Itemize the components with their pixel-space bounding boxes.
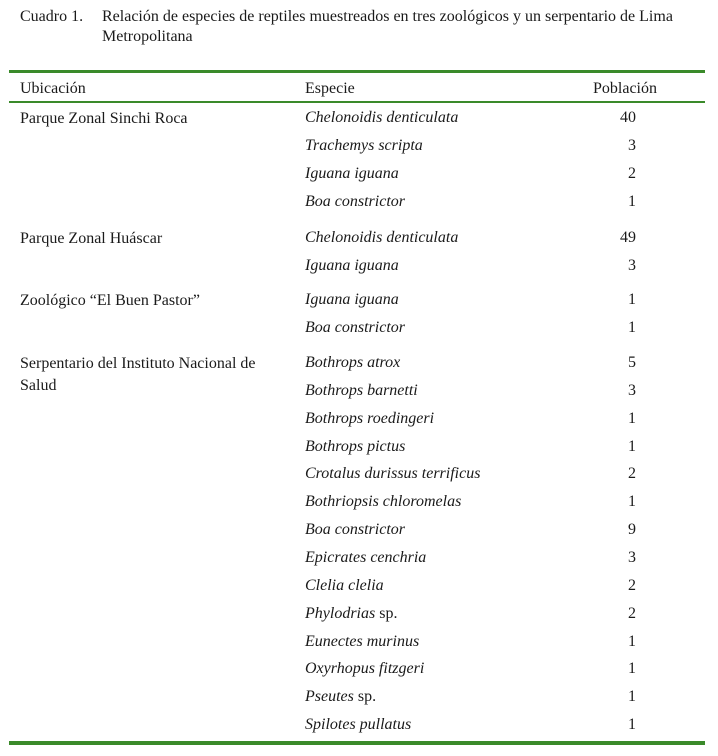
species-name: Boa constrictor — [305, 318, 405, 336]
population-cell: 3 — [628, 381, 636, 399]
population-cell: 3 — [628, 136, 636, 154]
species-name: Boa constrictor — [305, 192, 405, 210]
population-cell: 1 — [628, 318, 636, 336]
species-cell — [305, 577, 575, 595]
population-cell: 1 — [628, 291, 636, 308]
caption-text: Relación de especies de reptiles muestreados en tres zoológicos y un serpentario de Lima Metropolitana — [102, 8, 673, 45]
population-cell: 1 — [628, 409, 636, 427]
species-cell — [305, 165, 575, 183]
species-cell — [305, 193, 575, 211]
population-cell: 2 — [628, 604, 636, 622]
species-cell — [305, 319, 575, 337]
species-name: Bothrops pictus — [305, 437, 406, 455]
population-cell: 2 — [628, 576, 636, 594]
location-cell: Serpentario del Instituto Nacional de Salud — [20, 355, 256, 394]
species-name: Trachemys scripta — [305, 136, 423, 154]
species-cell — [305, 291, 575, 309]
species-name: Eunectes murinus — [305, 632, 420, 650]
population-cell: 3 — [628, 548, 636, 566]
species-name: Chelonoidis denticulata — [305, 109, 459, 126]
population-cell: 1 — [628, 632, 636, 650]
species-cell — [305, 410, 575, 428]
population-cell: 1 — [628, 716, 636, 734]
top-rule — [9, 70, 705, 73]
species-name: Oxyrhopus fitzgeri — [305, 660, 425, 678]
species-name: Crotalus durissus terrificus — [305, 465, 481, 483]
species-name: Pseutes — [305, 688, 354, 706]
species-cell — [305, 688, 575, 706]
species-cell — [305, 660, 575, 678]
species-cell — [305, 521, 575, 539]
population-cell: 1 — [628, 660, 636, 678]
species-name: Iguana iguana — [305, 256, 399, 274]
species-cell — [305, 354, 575, 372]
species-cell — [305, 549, 575, 567]
location-cell: Zoológico “El Buen Pastor” — [20, 292, 200, 309]
location-cell: Parque Zonal Huáscar — [20, 230, 163, 247]
header-rule — [9, 101, 705, 103]
population-cell: 5 — [628, 354, 636, 371]
population-cell: 2 — [628, 164, 636, 182]
header-population: Población — [593, 80, 657, 97]
species-suffix: sp. — [353, 688, 377, 706]
bottom-rule — [9, 741, 705, 745]
caption-label: Cuadro 1. — [20, 8, 84, 25]
species-name: Bothrops barnetti — [305, 381, 418, 399]
species-cell — [305, 382, 575, 400]
species-name: Phylodrias — [305, 604, 376, 622]
species-name: Iguana iguana — [305, 164, 399, 182]
location-cell: Parque Zonal Sinchi Roca — [20, 110, 188, 127]
population-cell: 2 — [628, 465, 636, 483]
population-cell: 1 — [628, 192, 636, 210]
species-name: Clelia clelia — [305, 576, 384, 594]
species-name: Bothrops atrox — [305, 354, 401, 371]
species-suffix: sp. — [375, 604, 398, 622]
species-cell — [305, 493, 575, 511]
species-cell — [305, 605, 575, 623]
species-cell — [305, 633, 575, 651]
species-cell — [305, 438, 575, 456]
species-name: Chelonoidis denticulata — [305, 229, 459, 246]
species-name: Bothrops roedingeri — [305, 409, 435, 427]
species-name: Epicrates cenchria — [305, 548, 427, 566]
header-species: Especie — [305, 80, 355, 97]
population-cell: 3 — [628, 256, 636, 274]
population-cell: 9 — [628, 521, 636, 539]
species-name: Spilotes pullatus — [305, 716, 412, 734]
species-cell — [305, 716, 575, 734]
population-cell: 49 — [620, 229, 636, 246]
population-cell: 40 — [620, 109, 636, 126]
header-location: Ubicación — [20, 80, 86, 97]
species-name: Iguana iguana — [305, 291, 399, 308]
population-cell: 1 — [628, 688, 636, 706]
species-cell — [305, 257, 575, 275]
population-cell: 1 — [628, 493, 636, 511]
species-cell — [305, 109, 575, 127]
species-name: Boa constrictor — [305, 521, 405, 539]
species-cell — [305, 465, 575, 483]
species-name: Bothriopsis chloromelas — [305, 493, 462, 511]
population-cell: 1 — [628, 437, 636, 455]
species-cell — [305, 137, 575, 155]
species-cell — [305, 229, 575, 247]
